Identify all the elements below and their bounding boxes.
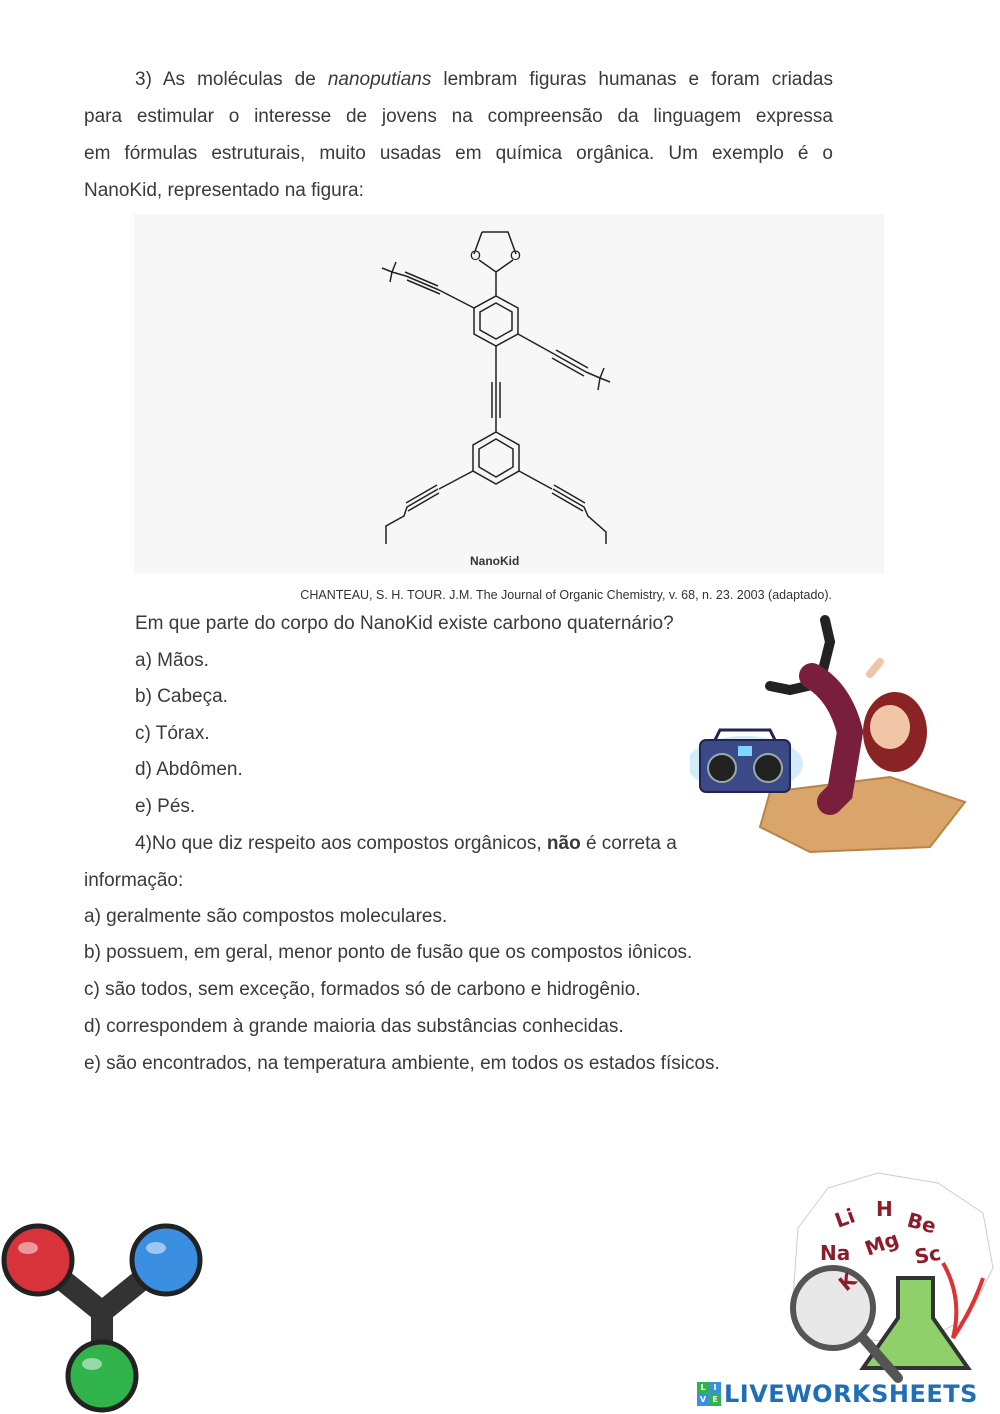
q3-line-4: NanoKid, representado na figura: (84, 180, 364, 201)
svg-text:H: H (876, 1197, 893, 1221)
liveworksheets-logo (697, 1380, 978, 1408)
q3-line-2: para estimular o interesse de jovens na compreensão da linguagem expressa (84, 106, 833, 127)
q3-emphasis: nanoputians (327, 69, 432, 90)
figure-label: NanoKid (470, 554, 520, 568)
left-alkyne (405, 272, 440, 294)
left-arm-bond (439, 290, 474, 308)
dancing-girl-avatar-icon (690, 612, 980, 862)
q3-option-c[interactable]: c) Tórax. (135, 723, 210, 744)
logo-text: LIVEWORKSHEETS (724, 1380, 978, 1408)
science-sticker-icon (768, 1168, 1000, 1383)
svg-text:Na: Na (820, 1241, 851, 1265)
oxygen-right: O (510, 247, 521, 263)
left-hand-tbutyl (382, 262, 406, 282)
q4-option-a[interactable]: a) geralmente são compostos moleculares. (84, 906, 448, 927)
q3-question: Em que parte do corpo do NanoKid existe carbono quaternário? (135, 613, 674, 634)
q4-option-c[interactable]: c) são todos, sem exceção, formados só de carbono e hidrogênio. (84, 979, 641, 1000)
nanokid-structure-diagram (134, 214, 884, 574)
q4-emphasis: não (546, 833, 581, 854)
right-hand-tbutyl (586, 368, 610, 390)
q4-line-2: informação: (84, 870, 184, 891)
right-arm-bond (518, 334, 554, 354)
q4-option-d[interactable]: d) correspondem à grande maioria das substâncias conhecidas. (84, 1016, 624, 1037)
lower-ring-inner (479, 439, 513, 477)
svg-text:Sc: Sc (912, 1240, 943, 1269)
nanokid-figure (134, 214, 884, 574)
q3-line-1: 3) As moléculas de nanoputians lembram figuras humanas e foram criadas (135, 69, 833, 90)
svg-text:K: K (833, 1267, 862, 1296)
right-alkyne (552, 350, 588, 376)
upper-ring-inner (480, 303, 512, 339)
right-leg (519, 471, 606, 544)
q4-line-1: 4)No que diz respeito aos compostos orgânicos, não é correta a (135, 833, 677, 854)
molecule-icon (0, 1212, 210, 1414)
q3-option-e[interactable]: e) Pés. (135, 796, 196, 817)
body-alkyne (492, 346, 500, 432)
q3-option-d[interactable]: d) Abdômen. (135, 759, 243, 780)
svg-text:Be: Be (904, 1207, 939, 1239)
q3-option-b[interactable]: b) Cabeça. (135, 686, 228, 707)
q4-option-e[interactable]: e) são encontrados, na temperatura ambiente, em todos os estados físicos. (84, 1053, 720, 1074)
cardboard-mat (760, 777, 965, 852)
acetal-bonds (479, 260, 513, 272)
q4-option-b[interactable]: b) possuem, em geral, menor ponto de fusão que os compostos iônicos. (84, 942, 693, 963)
logo-badge-icon: L I V E (697, 1382, 721, 1406)
q3-line-3: em fórmulas estruturais, muito usadas em química orgânica. Um exemplo é o (84, 143, 833, 164)
svg-text:Mg: Mg (861, 1226, 902, 1261)
figure-source: CHANTEAU, S. H. TOUR. J.M. The Journal of Organic Chemistry, v. 68, n. 23. 2003 (adaptado). (300, 588, 832, 602)
svg-text:Li: Li (831, 1203, 859, 1233)
oxygen-left: O (470, 247, 481, 263)
q3-option-a[interactable]: a) Mãos. (135, 650, 209, 671)
left-leg (386, 471, 473, 544)
